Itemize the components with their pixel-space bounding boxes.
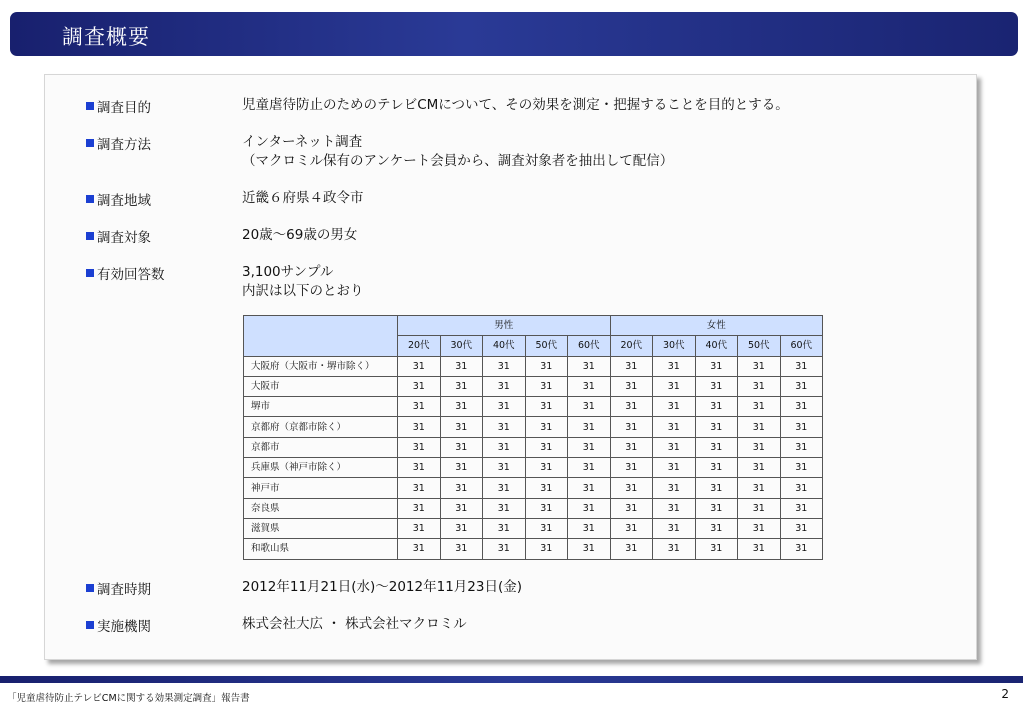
table-cell: 31 (398, 397, 441, 417)
responses-value-line1: 3,100サンプル (242, 264, 334, 280)
responses-label-text: 有効回答数 (97, 267, 165, 283)
table-cell: 31 (653, 417, 696, 437)
table-cell: 31 (780, 437, 823, 457)
table-cell: 31 (695, 417, 738, 437)
table-cell: 31 (738, 417, 781, 437)
table-cell: 31 (525, 437, 568, 457)
table-cell: 31 (610, 417, 653, 437)
table-cell: 31 (780, 397, 823, 417)
area-value: 近畿６府県４政令市 (242, 190, 364, 206)
square-bullet-icon (86, 195, 94, 203)
table-cell: 31 (483, 498, 526, 518)
table-cell: 31 (653, 518, 696, 538)
table-cell: 31 (525, 356, 568, 376)
page-title: 調査概要 (62, 25, 150, 49)
table-cell: 31 (398, 539, 441, 559)
table-cell: 31 (695, 437, 738, 457)
table-row (244, 458, 823, 478)
table-cell: 31 (568, 518, 611, 538)
table-cell: 31 (568, 539, 611, 559)
table-cell: 31 (440, 397, 483, 417)
row-label: 大阪府（大阪市・堺市除く） (244, 356, 398, 376)
table-cell: 31 (440, 539, 483, 559)
table-body (244, 356, 823, 559)
table-row (244, 376, 823, 396)
table-cell: 31 (483, 376, 526, 396)
table-cell: 31 (483, 518, 526, 538)
table-group-header-row (244, 316, 823, 336)
square-bullet-icon (86, 621, 94, 629)
square-bullet-icon (86, 102, 94, 110)
table-row (244, 397, 823, 417)
table-row (244, 437, 823, 457)
age-header-cell: 20代 (610, 336, 653, 356)
square-bullet-icon (86, 584, 94, 592)
method-label (86, 133, 151, 153)
table-cell: 31 (738, 437, 781, 457)
table-cell: 31 (568, 417, 611, 437)
table-cell: 31 (738, 376, 781, 396)
table-cell: 31 (610, 518, 653, 538)
table-cell: 31 (653, 458, 696, 478)
row-label: 兵庫県（神戸市除く） (244, 458, 398, 478)
table-cell: 31 (483, 458, 526, 478)
table-row (244, 498, 823, 518)
table-cell: 31 (695, 397, 738, 417)
table-cell: 31 (525, 518, 568, 538)
target-label-text: 調査対象 (97, 230, 151, 246)
method-value-line2: （マクロミル保有のアンケート会員から、調査対象者を抽出して配信） (242, 153, 674, 169)
table-cell: 31 (780, 356, 823, 376)
table-row (244, 478, 823, 498)
method-label-text: 調査方法 (97, 137, 151, 153)
table-cell: 31 (653, 356, 696, 376)
table-cell: 31 (398, 478, 441, 498)
table-cell: 31 (525, 458, 568, 478)
table-cell: 31 (738, 397, 781, 417)
table-cell: 31 (653, 437, 696, 457)
male-group-header: 男性 (398, 316, 611, 336)
table-cell: 31 (610, 478, 653, 498)
table-cell: 31 (440, 417, 483, 437)
row-label: 滋賀県 (244, 518, 398, 538)
table-cell: 31 (440, 458, 483, 478)
purpose-label (86, 96, 151, 116)
table-row (244, 539, 823, 559)
responses-label (86, 263, 165, 283)
org-label (86, 615, 151, 635)
age-header-cell: 60代 (568, 336, 611, 356)
period-label-text: 調査時期 (97, 582, 151, 598)
area-label-text: 調査地域 (97, 193, 151, 209)
title-bar (10, 12, 1018, 56)
footer-report-title: 「児童虐待防止テレビCMに関する効果測定調査」報告書 (7, 693, 250, 704)
purpose-value: 児童虐待防止のためのテレビCMについて、その効果を測定・把握することを目的とする。 (242, 97, 789, 113)
row-label: 堺市 (244, 397, 398, 417)
row-label: 京都市 (244, 437, 398, 457)
table-cell: 31 (483, 397, 526, 417)
table-cell: 31 (653, 478, 696, 498)
table-cell: 31 (610, 437, 653, 457)
table-cell: 31 (568, 376, 611, 396)
age-header-cell: 30代 (653, 336, 696, 356)
table-cell: 31 (738, 539, 781, 559)
period-value: 2012年11月21日(水)～2012年11月23日(金) (242, 579, 522, 595)
table-cell: 31 (440, 498, 483, 518)
table-cell: 31 (440, 376, 483, 396)
table-cell: 31 (483, 356, 526, 376)
table-cell: 31 (653, 498, 696, 518)
table-cell: 31 (780, 498, 823, 518)
age-header-cell: 40代 (483, 336, 526, 356)
table-cell: 31 (695, 376, 738, 396)
table-cell: 31 (568, 437, 611, 457)
table-cell: 31 (568, 478, 611, 498)
table-cell: 31 (568, 498, 611, 518)
table-cell: 31 (653, 376, 696, 396)
table-cell: 31 (695, 518, 738, 538)
age-header-cell: 30代 (440, 336, 483, 356)
table-cell: 31 (568, 397, 611, 417)
table-cell: 31 (440, 518, 483, 538)
sample-breakdown-table (243, 315, 823, 560)
table-cell: 31 (483, 417, 526, 437)
table-cell: 31 (398, 518, 441, 538)
table-cell: 31 (695, 539, 738, 559)
table-cell: 31 (738, 356, 781, 376)
table-cell: 31 (610, 458, 653, 478)
purpose-label-text: 調査目的 (97, 100, 151, 116)
table-cell: 31 (398, 437, 441, 457)
table-cell: 31 (483, 539, 526, 559)
female-group-header: 女性 (610, 316, 823, 336)
target-label (86, 226, 151, 246)
table-cell: 31 (738, 518, 781, 538)
age-header-cell: 50代 (738, 336, 781, 356)
table-cell: 31 (398, 458, 441, 478)
table-cell: 31 (780, 417, 823, 437)
table-cell: 31 (525, 376, 568, 396)
table-cell: 31 (695, 458, 738, 478)
table-cell: 31 (398, 376, 441, 396)
row-label: 和歌山県 (244, 539, 398, 559)
table-cell: 31 (695, 498, 738, 518)
page-number: 2 (1001, 687, 1009, 701)
table-cell: 31 (738, 478, 781, 498)
org-value: 株式会社大広 ・ 株式会社マクロミル (242, 616, 467, 632)
table-cell: 31 (610, 376, 653, 396)
square-bullet-icon (86, 139, 94, 147)
table-cell: 31 (780, 478, 823, 498)
target-value: 20歳～69歳の男女 (242, 227, 358, 243)
table-cell: 31 (483, 437, 526, 457)
table-row (244, 417, 823, 437)
square-bullet-icon (86, 232, 94, 240)
table-cell: 31 (440, 356, 483, 376)
table-corner-cell (244, 316, 398, 357)
table-cell: 31 (398, 498, 441, 518)
table-cell: 31 (398, 356, 441, 376)
table-cell: 31 (525, 498, 568, 518)
period-label (86, 578, 151, 598)
table-cell: 31 (440, 437, 483, 457)
table-cell: 31 (695, 356, 738, 376)
table-cell: 31 (610, 356, 653, 376)
table-cell: 31 (568, 356, 611, 376)
square-bullet-icon (86, 269, 94, 277)
table-cell: 31 (610, 498, 653, 518)
table-cell: 31 (695, 478, 738, 498)
row-label: 神戸市 (244, 478, 398, 498)
table-cell: 31 (525, 397, 568, 417)
table-cell: 31 (568, 458, 611, 478)
table-cell: 31 (483, 478, 526, 498)
age-header-cell: 50代 (525, 336, 568, 356)
table-cell: 31 (440, 478, 483, 498)
age-header-cell: 20代 (398, 336, 441, 356)
table-cell: 31 (780, 518, 823, 538)
age-header-cell: 40代 (695, 336, 738, 356)
footer-bar (0, 676, 1023, 683)
row-label: 京都府（京都市除く） (244, 417, 398, 437)
method-value-line1: インターネット調査 (242, 134, 363, 150)
table-cell: 31 (610, 539, 653, 559)
content-panel (44, 74, 977, 660)
table-cell: 31 (653, 539, 696, 559)
table-row (244, 356, 823, 376)
table-cell: 31 (525, 478, 568, 498)
table-cell: 31 (780, 539, 823, 559)
row-label: 奈良県 (244, 498, 398, 518)
area-label (86, 189, 151, 209)
table-cell: 31 (653, 397, 696, 417)
responses-value-line2: 内訳は以下のとおり (242, 283, 364, 299)
table-cell: 31 (738, 498, 781, 518)
table-cell: 31 (398, 417, 441, 437)
org-label-text: 実施機関 (97, 619, 151, 635)
table-cell: 31 (738, 458, 781, 478)
table-cell: 31 (610, 397, 653, 417)
table-cell: 31 (780, 458, 823, 478)
table-row (244, 518, 823, 538)
table-cell: 31 (525, 539, 568, 559)
table-cell: 31 (780, 376, 823, 396)
table-cell: 31 (525, 417, 568, 437)
age-header-cell: 60代 (780, 336, 823, 356)
row-label: 大阪市 (244, 376, 398, 396)
